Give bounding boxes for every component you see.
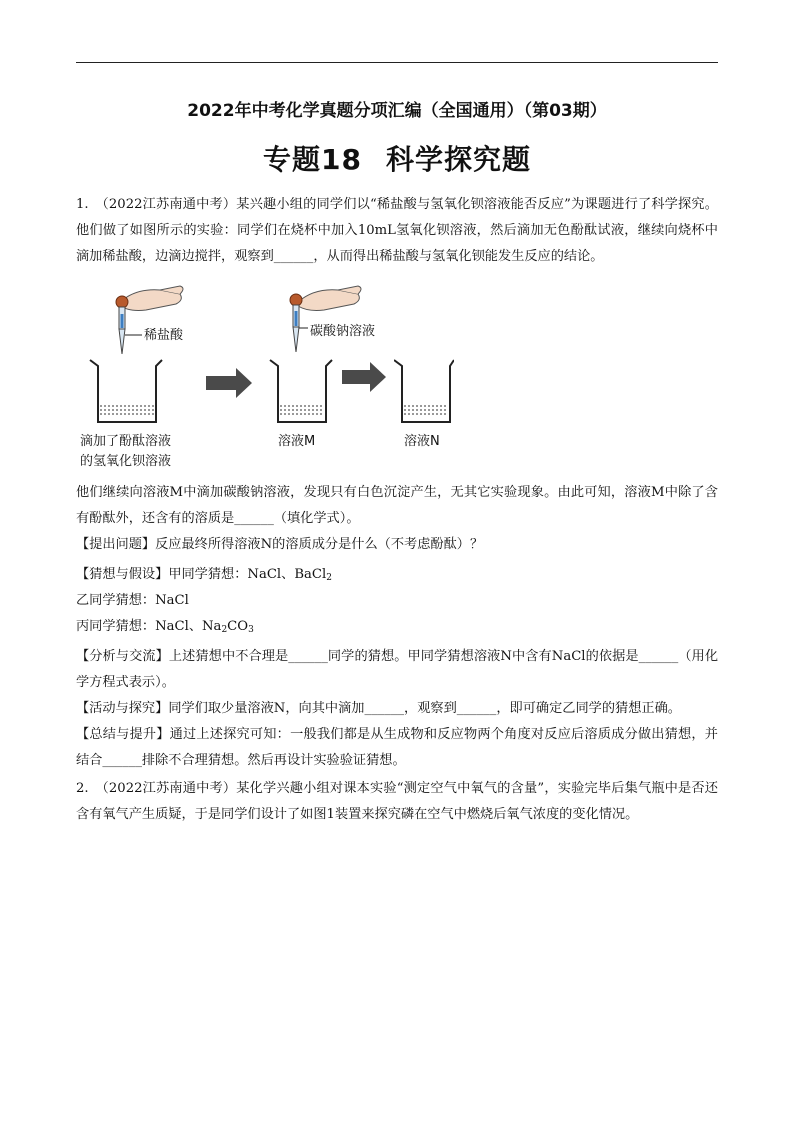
hypothesis-c-text: 丙同学猜想：NaCl、Na (76, 619, 222, 634)
title-topic-number: 专题18 (263, 143, 362, 176)
beaker-1 (90, 360, 162, 422)
summary-text: 通过上述探究可知：一般我们都是从生成物和反应物两个角度对反应后溶质成分做出猜想，并结合______排除不合理猜想。然后再设计实验验证猜想。 (76, 727, 718, 768)
experiment-figure (76, 280, 440, 470)
q2-intro: 2. （2022江苏南通中考）某化学兴趣小组对课本实验“测定空气中氧气的含量”，实验完毕后集气瓶中是否还含有氧气产生质疑，于是同学们设计了如图1装置来探究磷在空气中燃烧后氧气浓度的变化情况。 (76, 781, 718, 822)
summary-tag: 【总结与提升】 (76, 727, 170, 742)
q1-analysis (76, 644, 718, 696)
document-title (0, 138, 794, 178)
q1-after-figure: 他们继续向溶液M中滴加碳酸钠溶液，发现只有白色沉淀产生，无其它实验现象。由此可知，溶液M中除了含有酚酞外，还含有的溶质是______（填化学式）。 (76, 485, 718, 526)
beaker-2 (270, 360, 332, 422)
beaker-1-label-line1: 滴加了酚酞溶液 (80, 434, 172, 449)
analysis-text: 上述猜想中不合理是______同学的猜想。甲同学猜想溶液N中含有NaCl的依据是______（用化学方程式表示）。 (76, 649, 719, 690)
q1-summary (76, 722, 718, 774)
header-rule (76, 62, 718, 63)
arrow-right-2 (342, 362, 386, 392)
dropper-2-label: 碳酸钠溶液 (310, 324, 376, 339)
hypothesis-c-subscript-2: 3 (248, 625, 254, 635)
hypothesis-a-text: 甲同学猜想：NaCl、BaCl (168, 567, 327, 582)
beaker-3-label: 溶液N (404, 434, 440, 449)
title-topic-name: 科学探究题 (385, 143, 531, 176)
document-subtitle: 2022年中考化学真题分项汇编（全国通用）（第03期） (187, 101, 607, 121)
q1-hypothesis-c (76, 614, 718, 643)
dropper-2 (290, 286, 361, 352)
hypothesis-a-subscript: 2 (326, 573, 332, 583)
q1-activity (76, 696, 718, 722)
activity-text: 同学们取少量溶液N，向其中滴加______，观察到______，即可确定乙同学的猜想正确。 (168, 701, 681, 716)
dropper-1 (116, 286, 183, 354)
q1-hypothesis-a (76, 562, 718, 591)
hypothesis-tag: 【猜想与假设】 (76, 567, 169, 582)
analysis-tag: 【分析与交流】 (76, 649, 169, 664)
q1-question (76, 532, 718, 558)
beaker-3-holder (394, 358, 454, 422)
hypothesis-c-mid: CO (227, 619, 249, 634)
question-text: 反应最终所得溶液N的溶质成分是什么（不考虑酚酞）？ (155, 537, 484, 552)
hypothesis-c-subscript-1: 2 (221, 625, 228, 635)
beaker-1-label-line2: 的氢氧化钡溶液 (80, 454, 172, 469)
arrow-right-1 (206, 368, 252, 398)
q1-intro: 1. （2022江苏南通中考）某兴趣小组的同学们以“稀盐酸与氢氧化钡溶液能否反应”为课题进行了科学探究。他们做了如图所示的实验：同学们在烧杯中加入10mL氢氧化钡溶液，然后滴加无色酚酞试液，继续向烧杯中滴加稀盐酸，边滴边搅拌，观察到______，从而得出稀盐酸与氢氧化钡能发生反应的结论。 (76, 197, 718, 264)
dropper-1-label: 稀盐酸 (144, 328, 184, 343)
q1-hypothesis-b: 乙同学猜想：NaCl (76, 593, 189, 608)
activity-tag: 【活动与探究】 (76, 701, 169, 716)
beaker-2-label: 溶液M (278, 434, 316, 449)
beaker-3 (394, 358, 454, 424)
question-tag: 【提出问题】 (76, 537, 156, 552)
